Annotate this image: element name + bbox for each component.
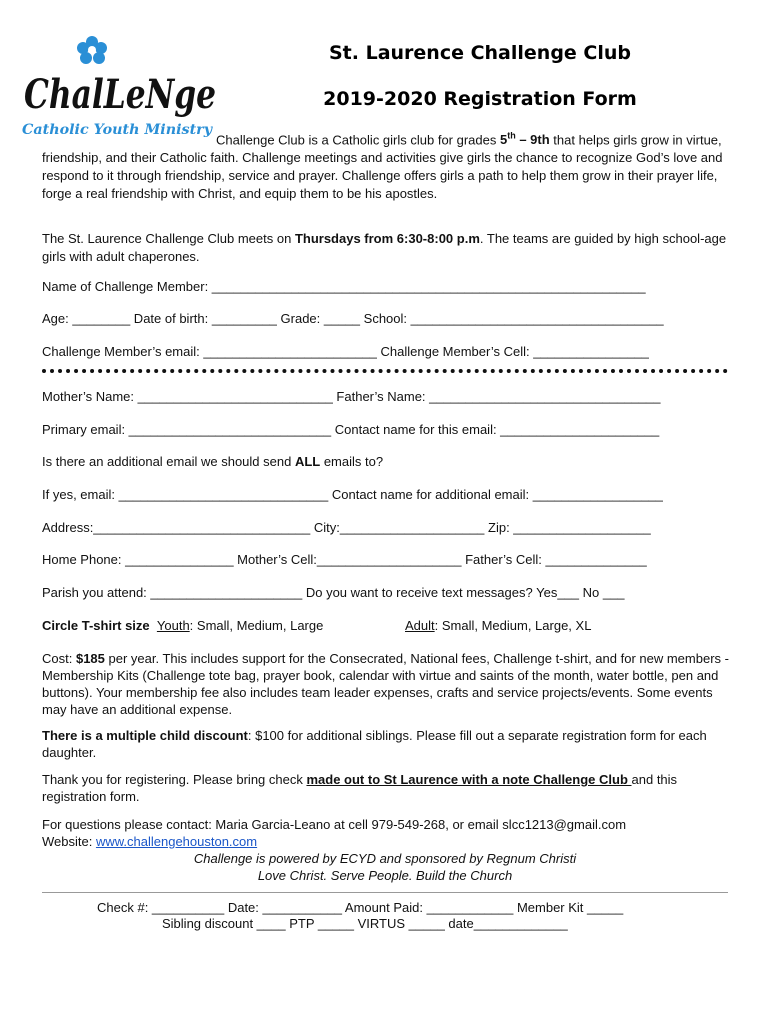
challenge-logo bbox=[22, 30, 222, 140]
phones-field[interactable]: Home Phone: _______________ Mother’s Cell:____________________ Father’s Cell: ______________ bbox=[42, 552, 647, 567]
motto-line: Love Christ. Serve People. Build the Church bbox=[257, 868, 513, 883]
primary-email-field[interactable]: Primary email: ____________________________ Contact name for this email: ______________________ bbox=[42, 422, 660, 437]
member-email-cell-field[interactable]: Challenge Member’s email: ________________________ Challenge Member’s Cell: ________________ bbox=[42, 344, 649, 359]
dotted-divider bbox=[42, 369, 728, 373]
form-title: St. Laurence Challenge Club bbox=[328, 42, 631, 64]
intro-paragraph: Challenge Club is a Catholic girls club for grades 5th – 9th that helps girls grow in virtue, friendship, and their Catholic faith. Challenge meetings and activities give girls the chance to recognize God’s love and respond to it through friendship, service and prayer. Challenge offers girls a path to help them grow in their prayer life, forge a real friendship with Christ, and equip them to be his apostles. bbox=[42, 131, 723, 202]
contact-line: For questions please contact: Maria Garcia-Leano at cell 979-549-268, or email slcc1213@gmail.com bbox=[42, 817, 627, 832]
flower-icon bbox=[77, 36, 107, 64]
office-use-line-1[interactable]: Check #: __________ Date: ___________ Amount Paid: ____________ Member Kit _____ bbox=[97, 900, 624, 915]
age-dob-grade-school-field[interactable]: Age: ________ Date of birth: _________ Grade: _____ School: ___________________________________ bbox=[42, 311, 664, 326]
tshirt-size-row[interactable]: Circle T-shirt size Youth: Small, Medium, Large Adult: Small, Medium, Large, XL bbox=[42, 618, 592, 633]
parish-text-field[interactable]: Parish you attend: _____________________ Do you want to receive text messages? Yes___ No ___ bbox=[42, 585, 625, 600]
website-line: Website: www.challengehouston.com bbox=[42, 834, 258, 849]
cost-paragraph: Cost: $185 per year. This includes support for the Consecrated, National fees, Challenge t-shirt, and for new members -Membership Kits (Challenge tote bag, prayer book, calendar with virtue and saints of the month, water bottle, pen and buttons). Your membership fee also includes team leader expenses, crafts and service projects/events. Some events may have an additional expense. bbox=[42, 651, 729, 717]
form-subtitle: 2019-2020 Registration Form bbox=[323, 88, 637, 110]
powered-by-line: Challenge is powered by ECYD and sponsored by Regnum Christi bbox=[193, 851, 577, 866]
member-name-field[interactable]: Name of Challenge Member: ____________________________________________________________ bbox=[42, 279, 646, 294]
additional-email-question: Is there an additional email we should send ALL emails to? bbox=[42, 454, 384, 469]
website-link[interactable]: www.challengehouston.com bbox=[95, 834, 258, 849]
parent-names-field[interactable]: Mother’s Name: ___________________________ Father’s Name: ________________________________ bbox=[42, 389, 661, 404]
office-use-line-2[interactable]: Sibling discount ____ PTP _____ VIRTUS _____ date_____________ bbox=[162, 916, 568, 931]
thanks-paragraph: Thank you for registering. Please bring check made out to St Laurence with a note Challenge Club and this registration form. bbox=[42, 772, 678, 804]
logo-tagline: Catholic Youth Ministry bbox=[22, 122, 213, 138]
office-divider bbox=[42, 892, 728, 893]
discount-paragraph: There is a multiple child discount: $100 for additional siblings. Please fill out a separate registration form for each daughter. bbox=[42, 728, 707, 760]
logo-wordmark: ChalLeNge bbox=[24, 71, 216, 118]
address-field[interactable]: Address:______________________________ City:____________________ Zip: ___________________ bbox=[42, 520, 651, 535]
additional-email-field[interactable]: If yes, email: _____________________________ Contact name for additional email: __________________ bbox=[42, 487, 663, 502]
meeting-paragraph: The St. Laurence Challenge Club meets on Thursdays from 6:30-8:00 p.m. The teams are guided by high school-age girls with adult chaperones. bbox=[42, 231, 727, 264]
